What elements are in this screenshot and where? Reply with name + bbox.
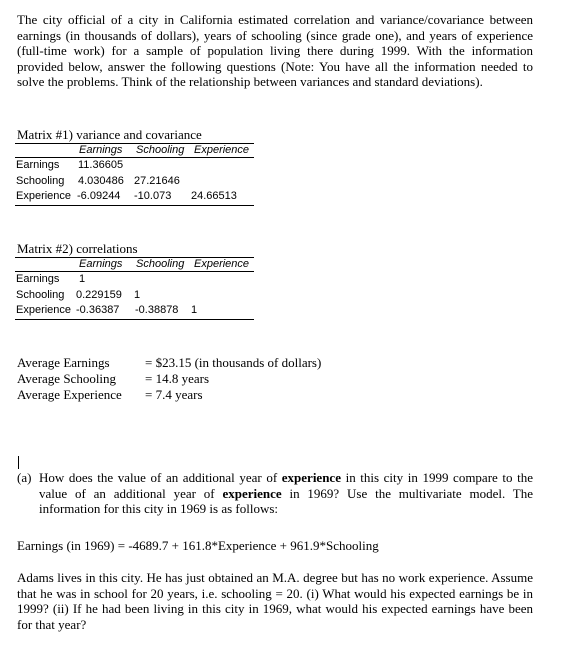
average-value: = 14.8 years <box>145 371 210 386</box>
table-cell: 1 <box>191 304 198 316</box>
row-label: Earnings <box>16 273 60 285</box>
row-label: Schooling <box>16 174 65 187</box>
table-cell: -6.09244 <box>77 190 121 202</box>
earnings-equation: Earnings (in 1969) = -4689.7 + 161.8*Experience + 961.9*Schooling <box>17 538 379 553</box>
matrix2-table <box>15 257 254 320</box>
table-cell: -10.073 <box>134 190 172 202</box>
table-cell: 1 <box>134 288 141 301</box>
matrix2-header-row <box>15 257 254 272</box>
bold-term: experience <box>281 470 341 485</box>
bold-term: experience <box>222 485 282 501</box>
average-label: Average Earnings <box>17 355 110 370</box>
table-cell: 27.21646 <box>134 174 180 187</box>
table-row <box>15 272 254 288</box>
matrix2-header-experience: Experience <box>194 258 250 270</box>
row-label: Experience <box>16 190 72 202</box>
table-cell: -0.36387 <box>76 304 120 316</box>
table-row <box>15 189 254 206</box>
adams-paragraph: Adams lives in this city. He has just obtained an M.A. degree but has no work experience. Assume that he was in school for 20 years, i.e. schooling = 20. (i) What would his expected earnings be in 1999? (ii) If he had been living in this city in 1969, what would his expected earnings have been for that year? <box>17 570 533 632</box>
row-label: Earnings <box>16 159 60 171</box>
matrix1-table <box>15 143 254 206</box>
text-cursor <box>18 456 19 469</box>
question-text: in this city in 1999 compare to the value of an additional year of <box>39 470 533 501</box>
question-text: How does the value of an additional year of <box>39 470 282 485</box>
table-row <box>15 288 254 304</box>
matrix1-header-earnings: Earnings <box>79 144 123 156</box>
question-text: in 1969? Use the multivariate model. The information for this city in 1969 is as follows: <box>39 485 534 517</box>
matrix1-header-row <box>15 143 254 158</box>
matrix2-title: Matrix #2) correlations <box>17 241 138 256</box>
table-row <box>15 158 254 174</box>
row-label: Experience <box>16 304 72 316</box>
average-label: Average Schooling <box>17 371 117 386</box>
table-cell: 11.36605 <box>78 159 124 171</box>
table-cell: 1 <box>79 273 86 285</box>
question-marker: (a) <box>17 470 32 485</box>
matrix1-header-experience: Experience <box>194 144 250 156</box>
table-cell: 4.030486 <box>78 174 124 187</box>
table-row <box>15 174 254 190</box>
average-value: = $23.15 (in thousands of dollars) <box>145 355 322 370</box>
table-cell: -0.38878 <box>135 304 179 316</box>
matrix1-header-schooling: Schooling <box>136 144 185 156</box>
table-row <box>15 303 254 320</box>
question-body <box>39 470 533 517</box>
table-cell: 24.66513 <box>191 190 237 202</box>
average-label: Average Experience <box>17 387 122 402</box>
matrix2-header-schooling: Schooling <box>136 258 185 270</box>
table-cell: 0.229159 <box>76 288 122 301</box>
matrix1-title: Matrix #1) variance and covariance <box>17 127 202 142</box>
question-a <box>17 470 533 517</box>
row-label: Schooling <box>16 288 65 301</box>
average-value: = 7.4 years <box>145 387 203 402</box>
intro-paragraph: The city official of a city in California estimated correlation and variance/covariance between earnings (in thousands of dollars), years of schooling (since grade one), and years of experience (full-time work) for a sample of population living there during 1999. With the information provided below, answer the following questions (Note: You have all the information needed to solve the problems. Think of the relationship between variances and standard deviations). <box>17 12 533 90</box>
matrix2-header-earnings: Earnings <box>79 258 123 270</box>
